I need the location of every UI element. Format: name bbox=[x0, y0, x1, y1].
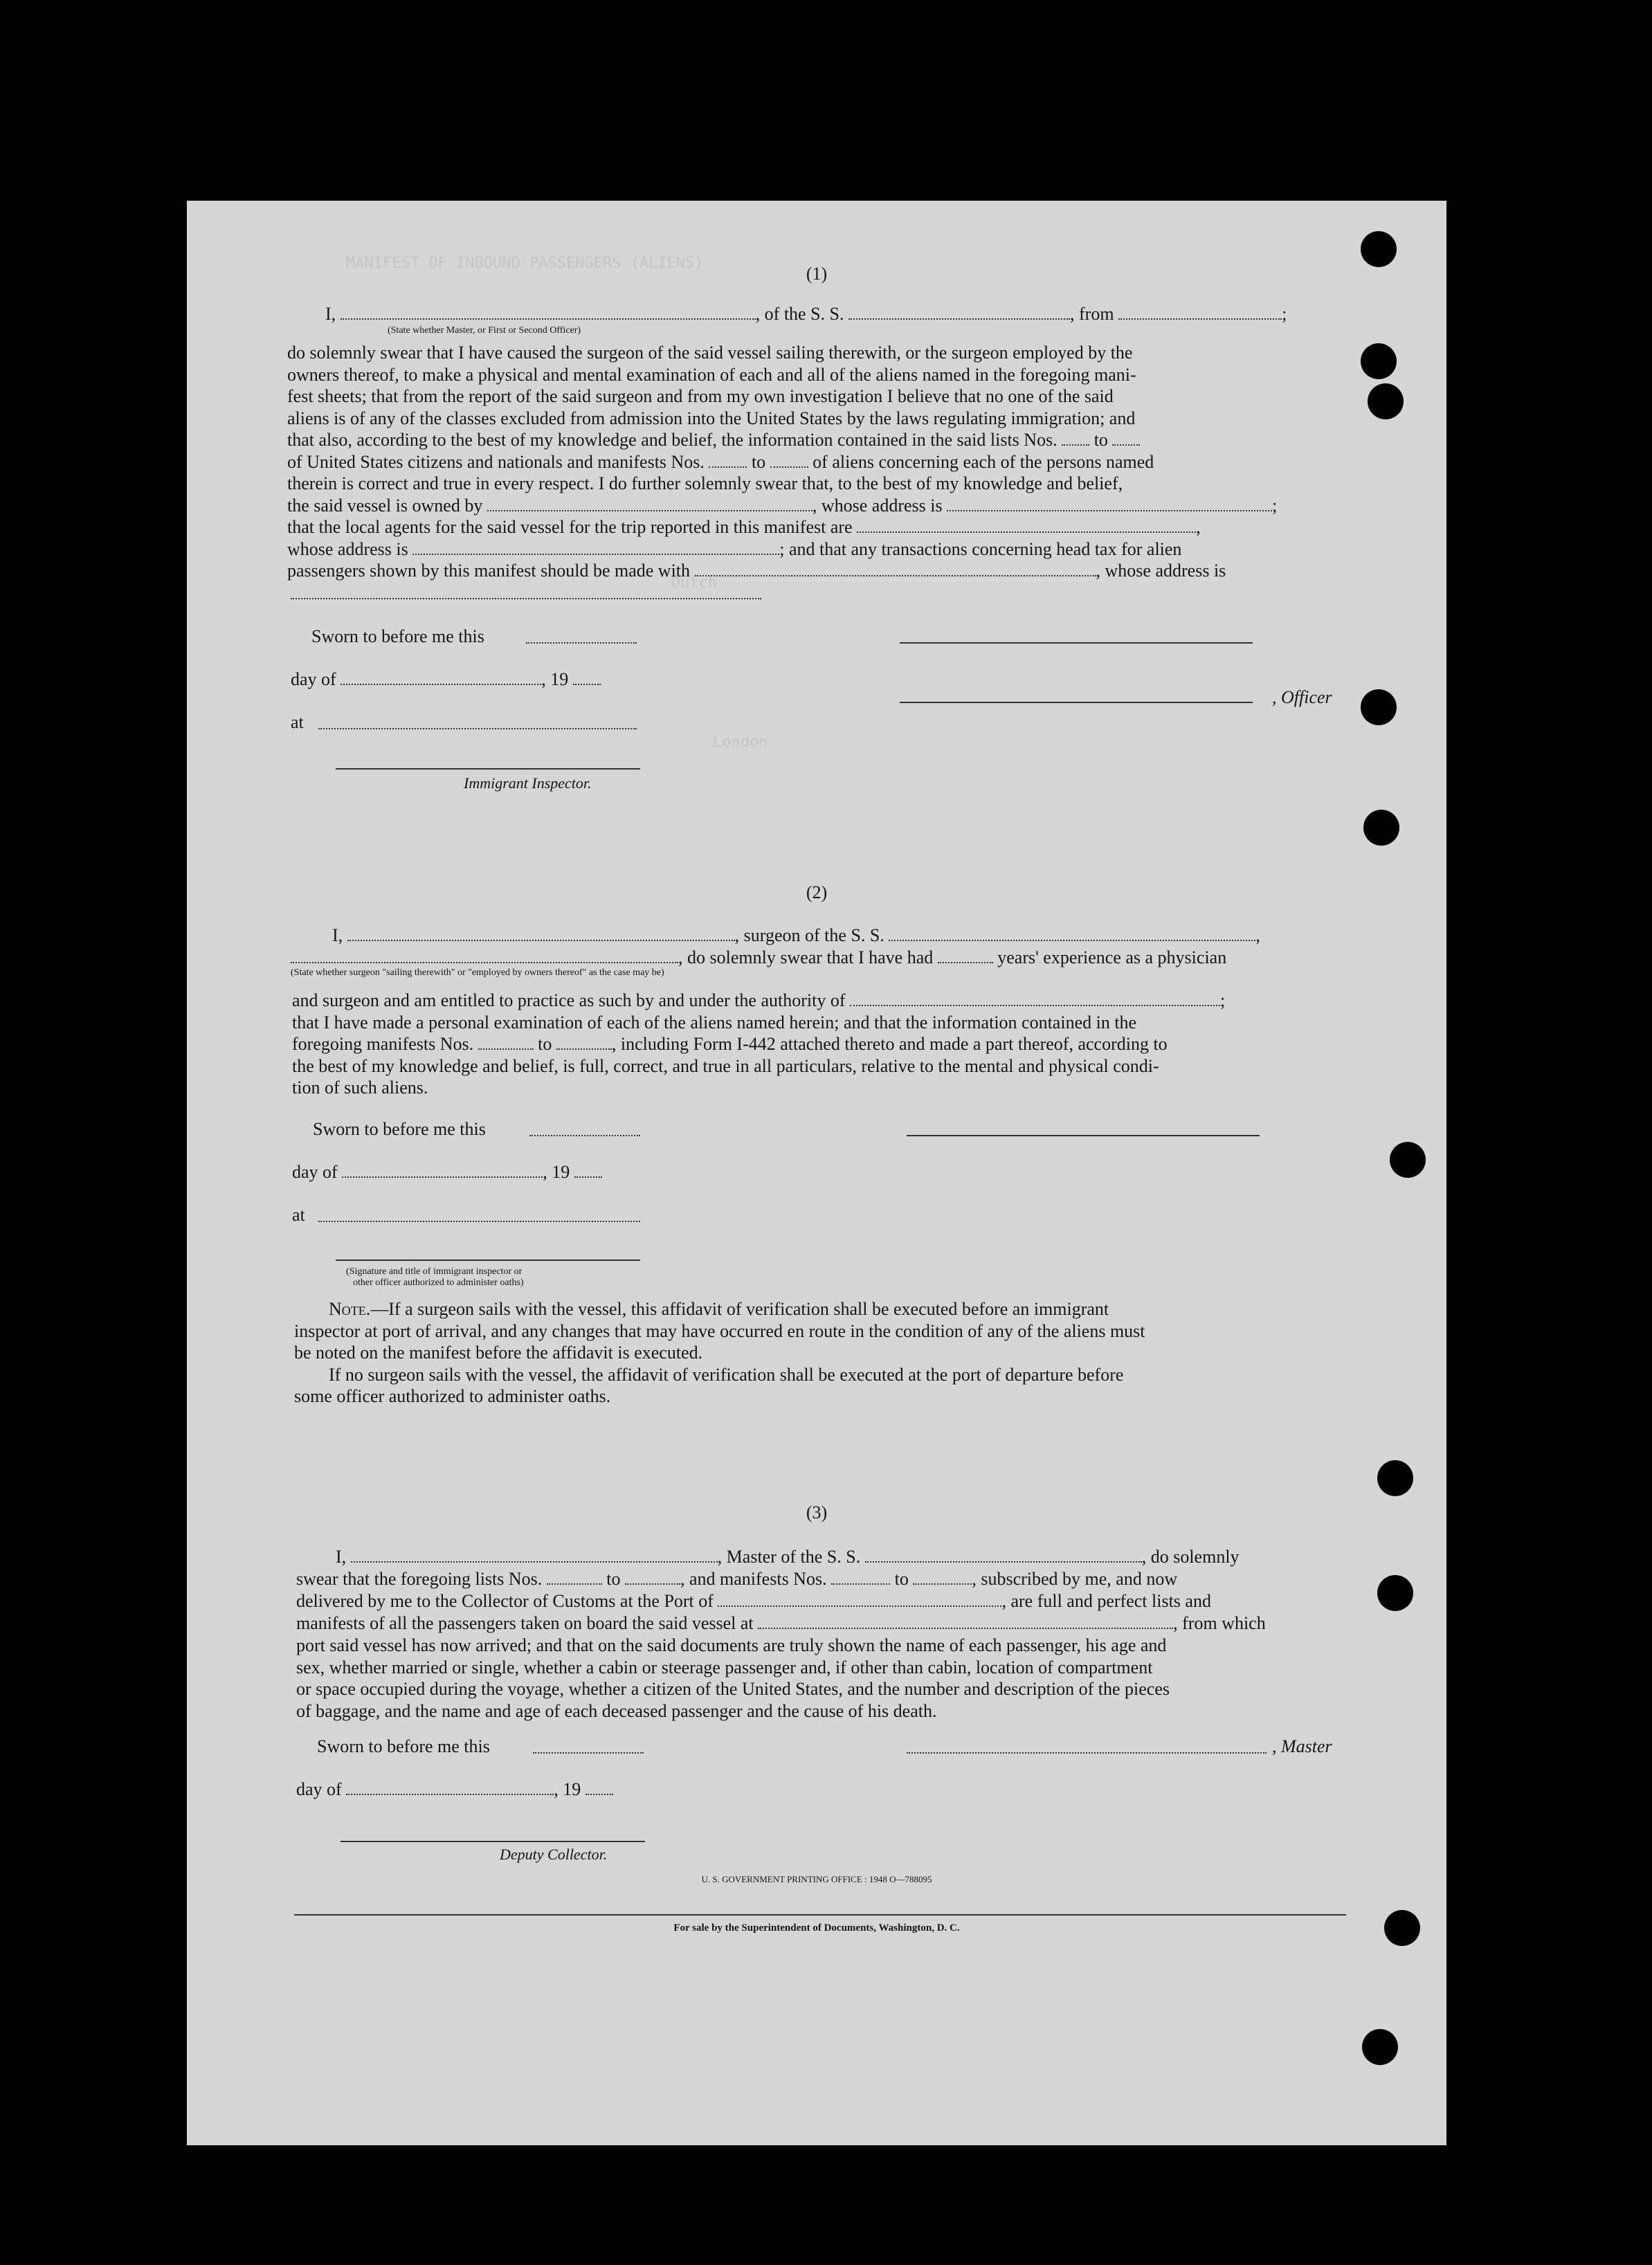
body-line: and surgeon and am entitled to practice as such by and under the authority of ; bbox=[292, 990, 1226, 1010]
day-of-text: day of bbox=[292, 1162, 338, 1182]
month-field[interactable] bbox=[341, 677, 541, 685]
manifest-from-field[interactable] bbox=[831, 1576, 890, 1585]
body-text: , from which bbox=[1173, 1613, 1266, 1633]
field-caption: (State whether Master, or First or Second Officer) bbox=[388, 325, 581, 336]
master-label: , Master bbox=[1272, 1736, 1332, 1756]
punch-hole bbox=[1368, 383, 1404, 419]
body-line: that the local agents for the said vessel for the trip reported in this manifest are , bbox=[287, 517, 1201, 537]
manifest-from-field[interactable] bbox=[478, 1041, 534, 1050]
oath-body bbox=[292, 990, 1344, 1099]
for-sale-notice: For sale by the Superintendent of Documents, Washington, D. C. bbox=[673, 1922, 960, 1934]
signature-caption: other officer authorized to administer oaths) bbox=[353, 1277, 524, 1288]
label-of-ss: , of the S. S. bbox=[755, 304, 844, 324]
manifest-to-field[interactable] bbox=[770, 460, 808, 468]
month-field[interactable] bbox=[342, 1170, 543, 1178]
section-number: (1) bbox=[806, 264, 828, 284]
bleed-through-text: MANIFEST OF INBOUND PASSENGERS (ALIENS) bbox=[346, 255, 704, 272]
body-text: the said vessel is owned by bbox=[287, 495, 483, 516]
surgeon-signature-field[interactable] bbox=[907, 1135, 1260, 1136]
oath-line bbox=[296, 1612, 1266, 1634]
body-text: , and manifests Nos. bbox=[680, 1569, 827, 1589]
punch-hole bbox=[1377, 1460, 1413, 1496]
body-line: the best of my knowledge and belief, is full, correct, and true in all particulars, relative to the mental and physical condi- bbox=[292, 1055, 1159, 1076]
body-text: , do solemnly swear that I have had bbox=[678, 947, 934, 967]
oath-line bbox=[296, 1590, 1211, 1612]
punch-hole bbox=[1362, 2029, 1398, 2065]
oath-line bbox=[291, 947, 1226, 968]
agents-field[interactable] bbox=[857, 525, 1196, 533]
body-line bbox=[287, 451, 1343, 473]
address-continuation-field[interactable] bbox=[291, 598, 761, 599]
port-field[interactable] bbox=[718, 1599, 1001, 1607]
punch-hole bbox=[1390, 1142, 1426, 1178]
note-block bbox=[294, 1298, 1346, 1408]
body-line bbox=[287, 429, 1343, 451]
agents-address-field[interactable] bbox=[412, 547, 779, 555]
list-to-field[interactable] bbox=[625, 1576, 680, 1585]
body-line: or space occupied during the voyage, whether a citizen of the United States, and the number and description of the pieces bbox=[296, 1679, 1170, 1699]
body-line: therein is correct and true in every respect. I do further solemnly swear that, to the best of my knowledge and belief, bbox=[287, 473, 1123, 493]
surgeon-name-field[interactable] bbox=[347, 933, 735, 941]
label-to: to bbox=[1093, 430, 1108, 450]
body-text: that the local agents for the said vessel for the trip reported in this manifest are bbox=[287, 517, 853, 537]
label-master: , Master of the S. S. bbox=[717, 1547, 861, 1567]
body-text: delivered by me to the Collector of Customs at the Port of bbox=[296, 1591, 714, 1611]
printing-office-note: U. S. GOVERNMENT PRINTING OFFICE : 1948 O—788095 bbox=[701, 1874, 932, 1884]
label-surgeon: , surgeon of the S. S. bbox=[734, 925, 884, 945]
note-line: If no surgeon sails with the vessel, the affidavit of verification shall be executed at the port of departure before bbox=[329, 1364, 1124, 1385]
month-field[interactable] bbox=[346, 1787, 554, 1795]
oath-body bbox=[287, 342, 1343, 582]
body-line: aliens is of any of the classes excluded from admission into the United States by the laws regulating immigration; and bbox=[287, 408, 1136, 428]
body-text: , whose address is bbox=[812, 495, 943, 516]
list-to-field[interactable] bbox=[1112, 437, 1140, 446]
collector-label: Deputy Collector. bbox=[500, 1846, 608, 1863]
footer-rule bbox=[294, 1914, 1346, 1916]
label-to: to bbox=[538, 1034, 552, 1054]
punch-hole bbox=[1377, 1575, 1413, 1611]
label-from: , from bbox=[1070, 304, 1114, 324]
head-tax-party-field[interactable] bbox=[695, 568, 1096, 576]
body-line bbox=[287, 560, 1343, 582]
sworn-label: Sworn to before me this bbox=[317, 1736, 490, 1756]
body-line: owners thereof, to make a physical and mental examination of each and all of the aliens named in the foregoing mani- bbox=[287, 364, 1136, 385]
body-text: , subscribed by me, and now bbox=[972, 1569, 1178, 1589]
body-text: , do solemnly bbox=[1141, 1547, 1240, 1567]
at-label: at bbox=[292, 1205, 305, 1225]
inspector-signature-field[interactable] bbox=[336, 1259, 640, 1261]
collector-signature-field[interactable] bbox=[341, 1841, 645, 1842]
label-to: to bbox=[606, 1569, 621, 1589]
label-i: I, bbox=[336, 1547, 347, 1567]
year-field[interactable] bbox=[573, 677, 601, 685]
owner-address-field[interactable] bbox=[947, 503, 1272, 511]
body-line bbox=[287, 538, 1343, 561]
punch-hole bbox=[1361, 689, 1397, 725]
oath-line: I, , surgeon of the S. S. , bbox=[332, 925, 1260, 945]
body-text: that also, according to the best of my knowledge and belief, the information contained in the said lists Nos. bbox=[287, 430, 1058, 450]
day-of-label bbox=[292, 1161, 602, 1183]
year-text: , 19 bbox=[543, 1162, 570, 1182]
surgeon-type-field[interactable] bbox=[291, 955, 678, 963]
body-text: of United States citizens and nationals and manifests Nos. bbox=[287, 451, 705, 472]
day-of-label bbox=[296, 1779, 613, 1800]
label-i: I, bbox=[325, 304, 336, 324]
vessel-name-field[interactable] bbox=[865, 1554, 1142, 1563]
port-from-field[interactable] bbox=[1118, 311, 1282, 320]
punch-hole bbox=[1361, 231, 1397, 267]
field-caption: (State whether surgeon "sailing therewith" or "employed by owners thereof" as the case may be) bbox=[291, 967, 664, 978]
note-label: Note. bbox=[329, 1299, 371, 1319]
officer-name-field[interactable] bbox=[341, 311, 756, 320]
officer-label: , Officer bbox=[1272, 687, 1332, 707]
at-place-field[interactable] bbox=[318, 1221, 640, 1222]
note-line: some officer authorized to administer oaths. bbox=[294, 1386, 611, 1406]
body-text: whose address is bbox=[287, 538, 408, 559]
authority-field[interactable] bbox=[850, 998, 1220, 1006]
signature-caption: (Signature and title of immigrant inspector or bbox=[346, 1266, 523, 1277]
punch-hole bbox=[1361, 343, 1397, 379]
note-line bbox=[294, 1298, 1346, 1320]
body-text: ; and that any transactions concerning head tax for alien bbox=[779, 538, 1182, 559]
label-to: to bbox=[894, 1569, 909, 1589]
sworn-date-field[interactable] bbox=[526, 642, 637, 644]
year-text: , 19 bbox=[554, 1779, 581, 1799]
body-text: of aliens concerning each of the persons named bbox=[813, 451, 1154, 472]
label-to: to bbox=[751, 451, 766, 472]
body-line: of baggage, and the name and age of each deceased passenger and the cause of his death. bbox=[296, 1700, 937, 1721]
body-text: years' experience as a physician bbox=[997, 947, 1227, 967]
punch-hole bbox=[1363, 810, 1399, 846]
inspector-signature-field[interactable] bbox=[336, 768, 640, 770]
note-line: be noted on the manifest before the affidavit is executed. bbox=[294, 1343, 703, 1363]
master-name-field[interactable] bbox=[351, 1554, 718, 1563]
embark-port-field[interactable] bbox=[758, 1621, 1173, 1629]
body-text: , are full and perfect lists and bbox=[1001, 1591, 1211, 1611]
vessel-name-field[interactable] bbox=[889, 933, 1255, 941]
year-text: , 19 bbox=[541, 669, 569, 689]
list-from-field[interactable] bbox=[547, 1576, 602, 1585]
at-place-field[interactable] bbox=[318, 728, 637, 729]
oath-line: I, , of the S. S. , from ; bbox=[325, 304, 1287, 324]
body-line: the said vessel is owned by , whose address is ; bbox=[287, 495, 1278, 516]
day-of-text: day of bbox=[296, 1779, 342, 1799]
note-text: —If a surgeon sails with the vessel, this affidavit of verification shall be executed before an immigrant bbox=[370, 1299, 1109, 1319]
officer-signature-field[interactable] bbox=[900, 642, 1253, 644]
sworn-date-field[interactable] bbox=[529, 1135, 640, 1136]
vessel-name-field[interactable] bbox=[848, 311, 1070, 320]
sworn-date-field[interactable] bbox=[533, 1752, 644, 1754]
inspector-label: Immigrant Inspector. bbox=[464, 774, 592, 792]
body-line: sex, whether married or single, whether a cabin or steerage passenger and, if other than cabin, location of compartment bbox=[296, 1657, 1153, 1677]
day-of-label bbox=[291, 668, 601, 690]
body-line: tion of such aliens. bbox=[292, 1077, 428, 1098]
section-number: (3) bbox=[806, 1502, 828, 1522]
form-page bbox=[187, 201, 1446, 2145]
oath-line bbox=[336, 1546, 1240, 1567]
officer-title-field[interactable] bbox=[900, 702, 1253, 703]
bleed-through-text: Dutch bbox=[671, 574, 718, 592]
oath-line bbox=[296, 1568, 1177, 1590]
body-line: do solemnly swear that I have caused the surgeon of the said vessel sailing therewith, or the surgeon employed by the bbox=[287, 343, 1133, 363]
oath-body bbox=[296, 1635, 1348, 1722]
master-signature-field[interactable] bbox=[907, 1752, 1267, 1754]
year-field[interactable] bbox=[586, 1787, 613, 1795]
body-text: foregoing manifests Nos. bbox=[292, 1034, 474, 1054]
note-line: inspector at port of arrival, and any changes that may have occurred en route in the condition of any of the aliens must bbox=[294, 1320, 1145, 1341]
sworn-label: Sworn to before me this bbox=[313, 1119, 486, 1139]
body-line: port said vessel has now arrived; and that on the said documents are truly shown the name of each passenger, his age and bbox=[296, 1635, 1167, 1655]
body-text: and surgeon and am entitled to practice as such by and under the authority of bbox=[292, 990, 846, 1010]
bleed-through-text: London bbox=[713, 734, 768, 751]
sworn-label: Sworn to before me this bbox=[311, 626, 484, 646]
body-line bbox=[292, 1033, 1344, 1055]
section-number: (2) bbox=[806, 882, 828, 902]
years-field[interactable] bbox=[938, 955, 993, 963]
day-of-text: day of bbox=[291, 669, 336, 689]
year-field[interactable] bbox=[574, 1170, 602, 1178]
body-text: , whose address is bbox=[1096, 561, 1226, 581]
body-line: fest sheets; that from the report of the said surgeon and from my own investigation I believe that no one of the said bbox=[287, 386, 1114, 406]
body-text: manifests of all the passengers taken on board the said vessel at bbox=[296, 1613, 754, 1633]
label-i: I, bbox=[332, 925, 343, 945]
body-text: passengers shown by this manifest should be made with bbox=[287, 561, 691, 581]
owner-field[interactable] bbox=[487, 503, 813, 511]
list-from-field[interactable] bbox=[1062, 437, 1089, 446]
manifest-to-field[interactable] bbox=[913, 1576, 972, 1585]
manifest-from-field[interactable] bbox=[709, 460, 747, 468]
manifest-to-field[interactable] bbox=[556, 1041, 612, 1050]
body-text: swear that the foregoing lists Nos. bbox=[296, 1569, 543, 1589]
body-line: that I have made a personal examination of each of the aliens named herein; and that the information contained in the bbox=[292, 1012, 1137, 1033]
body-text: , including Form I-442 attached thereto and made a part thereof, according to bbox=[611, 1034, 1168, 1054]
at-label: at bbox=[291, 712, 304, 732]
